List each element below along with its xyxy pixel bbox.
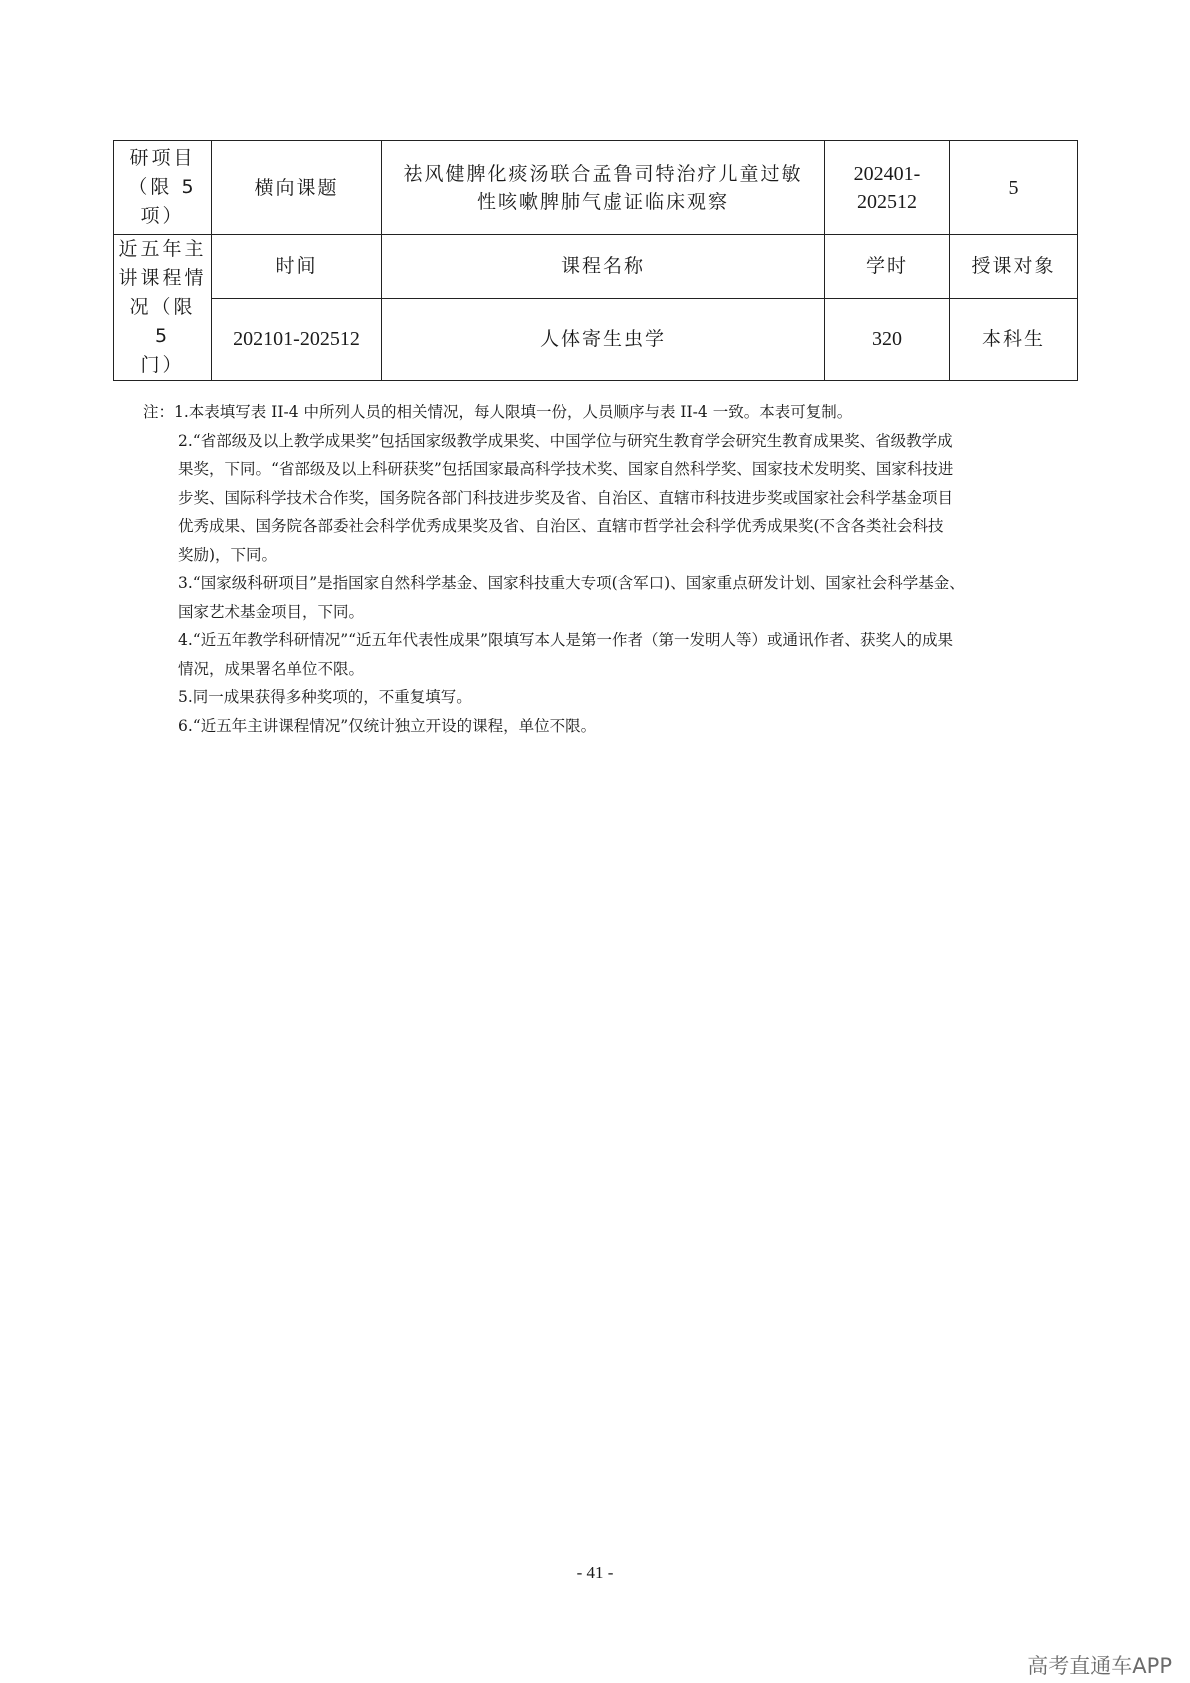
note-line: 2.“省部级及以上教学成果奖”包括国家级教学成果奖、中国学位与研究生教育学会研究生教育成果奖、省级教学成: [178, 431, 953, 450]
note-line: 注：1.本表填写表 II-4 中所列人员的相关情况，每人限填一份，人员顺序与表 II-4 一致。本表可复制。: [143, 403, 853, 421]
note-line: 3.“国家级科研项目”是指国家自然科学基金、国家科技重大专项(含军口)、国家重点研发计划、国家社会科学基金、: [178, 574, 965, 592]
form-table-container: [113, 140, 1077, 381]
course-time: 202101-202512: [212, 298, 382, 380]
note-line: 奖励)，下同。: [178, 545, 278, 564]
note-line: 情况，成果署名单位不限。: [178, 659, 365, 678]
form-table: [113, 140, 1078, 381]
note-line: 步奖、国际科学技术合作奖，国务院各部门科技进步奖及省、自治区、直辖市科技进步奖或国家社会科学基金项目: [178, 488, 954, 507]
header-hours: 学时: [825, 235, 950, 299]
header-audience: 授课对象: [950, 235, 1078, 299]
watermark: 高考直通车APP: [1027, 1654, 1172, 1678]
project-period: 202401- 202512: [825, 141, 950, 235]
course-row: [114, 298, 1078, 380]
course-name: 人体寄生虫学: [382, 298, 825, 380]
course-section-label: 近五年主 讲课程情 况（限 5 门）: [114, 235, 212, 381]
course-header-row: [114, 235, 1078, 299]
course-audience: 本科生: [950, 298, 1078, 380]
note-line: 4.“近五年教学科研情况”“近五年代表性成果”限填写本人是第一作者（第一发明人等）或通讯作者、获奖人的成果: [178, 631, 953, 649]
page-number: - 41 -: [576, 1563, 614, 1582]
project-value: 5: [950, 141, 1078, 235]
note-line: 优秀成果、国务院各部委社会科学优秀成果奖及省、自治区、直辖市哲学社会科学优秀成果奖(不含各类社会科技: [178, 517, 944, 535]
research-project-label: 研项目 （限 5 项）: [114, 141, 212, 235]
project-title: 祛风健脾化痰汤联合孟鲁司特治疗儿童过敏 性咳嗽脾肺气虚证临床观察: [382, 141, 825, 235]
note-line: 国家艺术基金项目，下同。: [178, 602, 365, 621]
header-time: 时间: [212, 235, 382, 299]
research-project-row: [114, 141, 1078, 235]
note-line: 6.“近五年主讲课程情况”仅统计独立开设的课程，单位不限。: [178, 716, 597, 735]
course-hours: 320: [825, 298, 950, 380]
notes-section: [143, 398, 1078, 740]
header-course-name: 课程名称: [382, 235, 825, 299]
note-line: 5.同一成果获得多种奖项的，不重复填写。: [178, 688, 472, 706]
note-line: 果奖，下同。“省部级及以上科研获奖”包括国家最高科学技术奖、国家自然科学奖、国家技术发明奖、国家科技进: [178, 460, 954, 478]
project-type: 横向课题: [212, 141, 382, 235]
